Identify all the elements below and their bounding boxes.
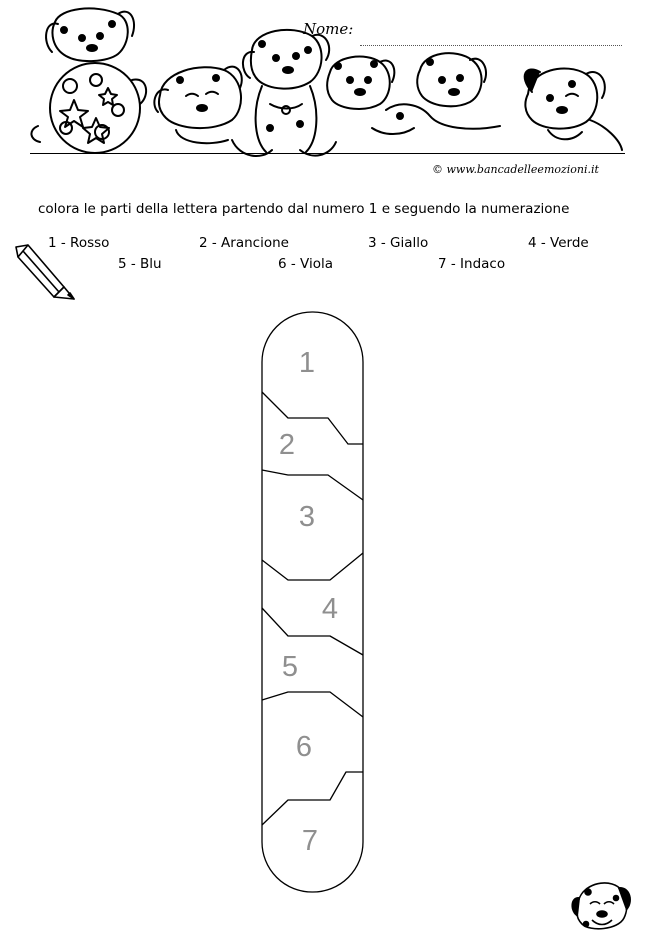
segment-divider-5 [262,692,363,717]
legend-item-rosso: 1 - Rosso [48,235,110,251]
copyright-text: © www.bancadelleemozioni.it [432,163,599,176]
legend-item-verde: 4 - Verde [528,235,589,251]
legend-item-arancione: 2 - Arancione [199,235,289,251]
segment-number-6: 6 [295,731,313,763]
dalmatian-puppy-icon [568,876,636,936]
name-label: Nome: [303,20,354,38]
segment-divider-3 [262,553,363,580]
segment-divider-2 [262,470,363,500]
segment-number-5: 5 [281,651,299,683]
legend-item-giallo: 3 - Giallo [368,235,429,251]
segment-divider-4 [262,608,363,655]
segment-divider-6 [262,772,363,825]
segment-number-4: 4 [321,593,339,625]
segment-number-1: 1 [298,347,316,379]
segment-number-3: 3 [298,501,316,533]
legend-item-indaco: 7 - Indaco [438,256,506,272]
legend-item-blu: 5 - Blu [118,256,162,272]
segment-number-7: 7 [301,825,319,857]
instruction-text: colora le parti della lettera partendo dal numero 1 e seguendo la numerazione [38,201,570,217]
letter-outline [262,312,363,892]
legend-item-viola: 6 - Viola [278,256,334,272]
segment-number-2: 2 [278,429,296,461]
segment-divider-1 [262,392,363,444]
